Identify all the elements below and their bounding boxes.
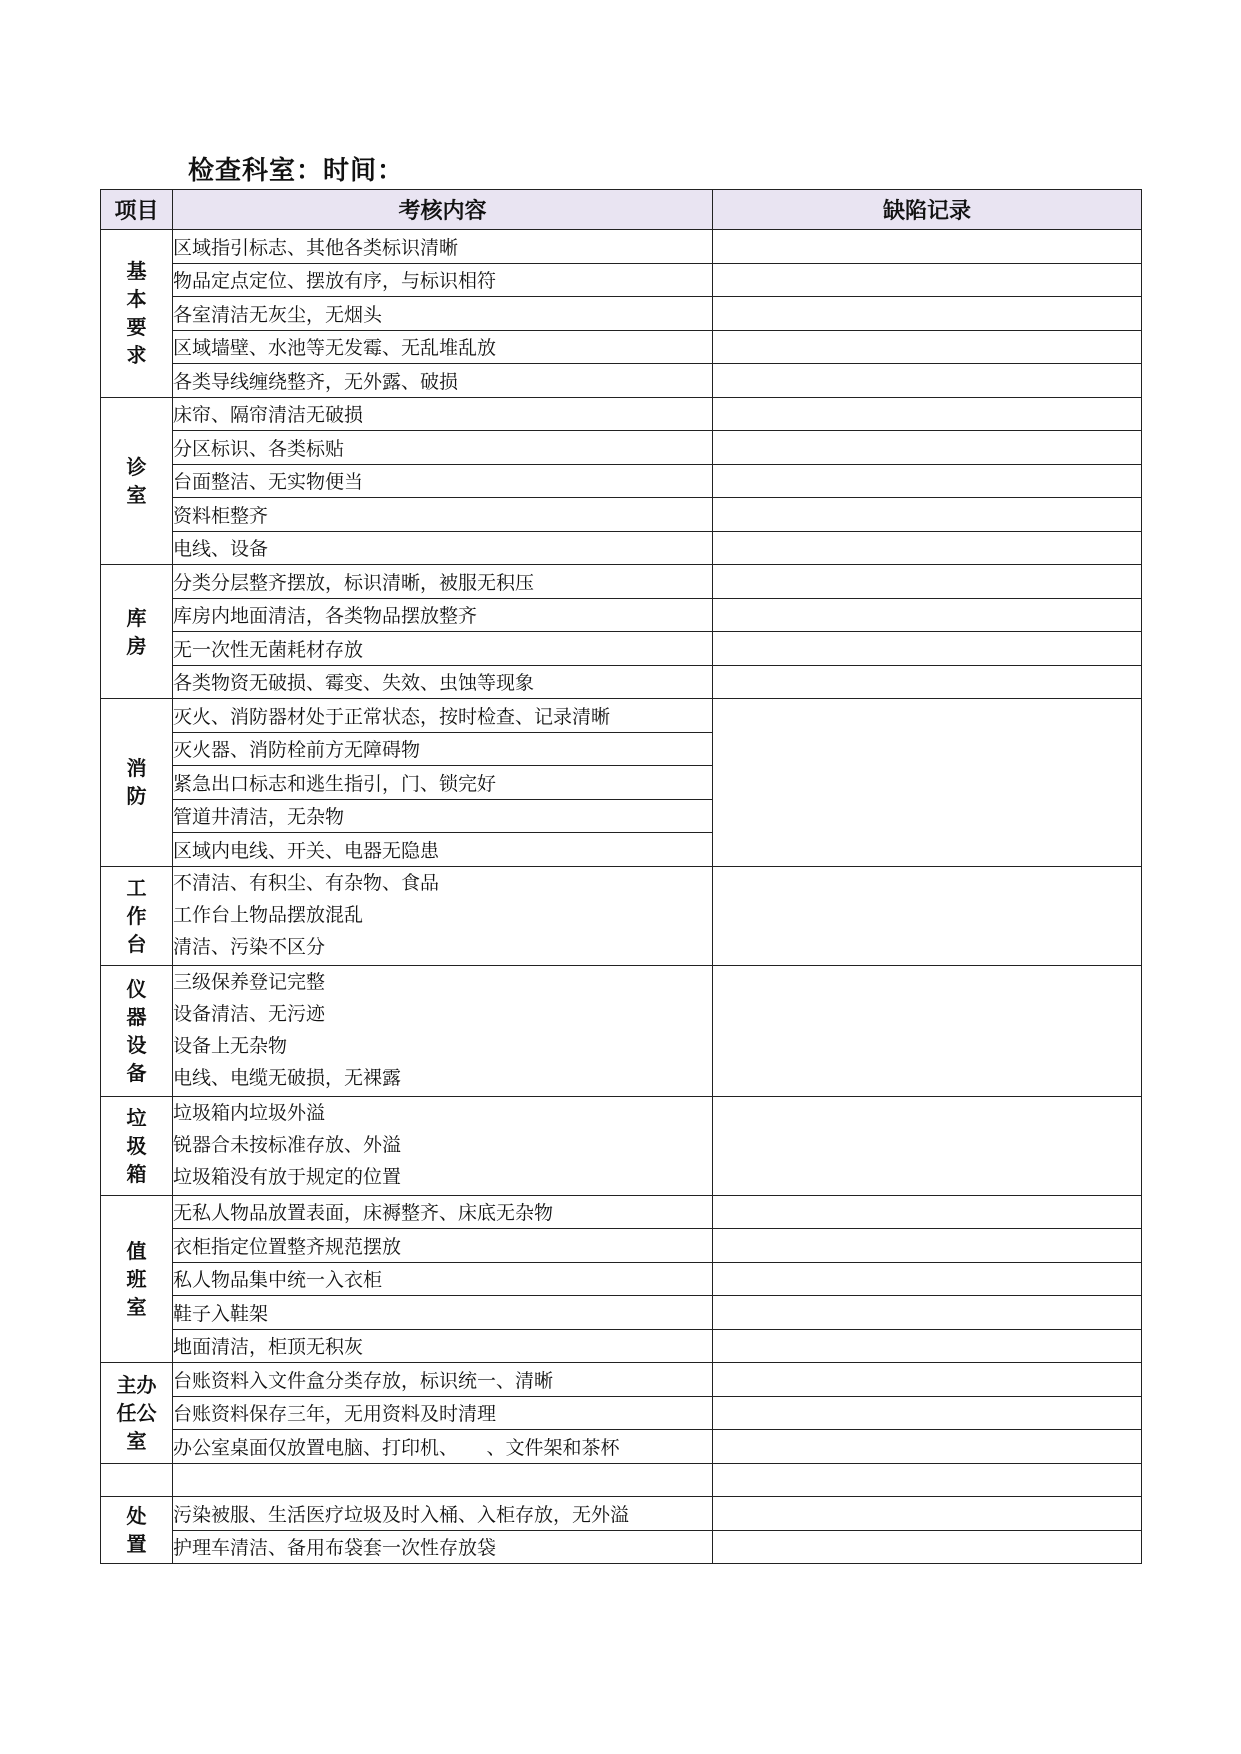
check-item: 区域内电线、开关、电器无隐患 bbox=[173, 833, 713, 867]
table-row bbox=[101, 1195, 1142, 1229]
record-cell[interactable] bbox=[713, 498, 1142, 532]
check-item: 办公室桌面仅放置电脑、打印机、 、文件架和茶杯 bbox=[173, 1430, 713, 1464]
table-row bbox=[101, 297, 1142, 331]
check-item: 衣柜指定位置整齐规范摆放 bbox=[173, 1229, 713, 1263]
check-item: 清洁、污染不区分 bbox=[173, 935, 326, 958]
table-row bbox=[101, 230, 1142, 264]
check-item: 台账资料入文件盒分类存放，标识统一、清晰 bbox=[173, 1363, 713, 1397]
record-cell[interactable] bbox=[713, 1497, 1142, 1531]
record-cell[interactable] bbox=[713, 1363, 1142, 1397]
record-cell[interactable] bbox=[713, 1329, 1142, 1363]
check-item: 分区标识、各类标贴 bbox=[173, 431, 713, 465]
table-row bbox=[101, 1296, 1142, 1330]
category-bins: 垃 圾 箱 bbox=[101, 1096, 173, 1195]
record-cell[interactable] bbox=[713, 263, 1142, 297]
header-record: 缺陷记录 bbox=[713, 190, 1142, 230]
empty-cell bbox=[173, 1463, 713, 1497]
check-item: 工作台上物品摆放混乱 bbox=[173, 903, 364, 926]
table-row bbox=[101, 598, 1142, 632]
table-row bbox=[101, 531, 1142, 565]
check-item: 设备清洁、无污迹 bbox=[173, 1002, 326, 1025]
check-item: 台账资料保存三年，无用资料及时清理 bbox=[173, 1396, 713, 1430]
check-item: 区域墙壁、水池等无发霉、无乱堆乱放 bbox=[173, 330, 713, 364]
table-row bbox=[101, 1497, 1142, 1531]
header-row bbox=[101, 190, 1142, 230]
check-item: 库房内地面清洁，各类物品摆放整齐 bbox=[173, 598, 713, 632]
check-item: 物品定点定位、摆放有序，与标识相符 bbox=[173, 263, 713, 297]
check-item: 台面整洁、无实物便当 bbox=[173, 464, 713, 498]
check-item: 地面清洁，柜顶无积灰 bbox=[173, 1329, 713, 1363]
record-cell[interactable] bbox=[713, 665, 1142, 699]
record-cell[interactable] bbox=[713, 1396, 1142, 1430]
table-row bbox=[101, 1530, 1142, 1564]
category-director-office: 主办 任公 室 bbox=[101, 1363, 173, 1464]
empty-cell bbox=[101, 1463, 173, 1497]
table-row bbox=[101, 1396, 1142, 1430]
check-item: 灭火、消防器材处于正常状态，按时检查、记录清晰 bbox=[173, 699, 713, 733]
check-item: 污染被服、生活医疗垃圾及时入桶、入柜存放，无外溢 bbox=[173, 1497, 713, 1531]
check-items-block bbox=[173, 1096, 713, 1195]
record-cell[interactable] bbox=[713, 866, 1142, 965]
table-row bbox=[101, 866, 1142, 965]
table-row bbox=[101, 1329, 1142, 1363]
table-row bbox=[101, 565, 1142, 599]
header-content: 考核内容 bbox=[173, 190, 713, 230]
record-cell[interactable] bbox=[713, 531, 1142, 565]
record-cell[interactable] bbox=[713, 632, 1142, 666]
record-cell[interactable] bbox=[713, 464, 1142, 498]
record-cell[interactable] bbox=[713, 699, 1142, 867]
record-cell[interactable] bbox=[713, 397, 1142, 431]
table-row bbox=[101, 263, 1142, 297]
table-row bbox=[101, 665, 1142, 699]
category-clinic: 诊 室 bbox=[101, 397, 173, 565]
record-cell[interactable] bbox=[713, 965, 1142, 1096]
record-cell[interactable] bbox=[713, 1296, 1142, 1330]
record-cell[interactable] bbox=[713, 364, 1142, 398]
record-cell[interactable] bbox=[713, 1530, 1142, 1564]
table-row bbox=[101, 397, 1142, 431]
check-items-block bbox=[173, 965, 713, 1096]
record-cell[interactable] bbox=[713, 230, 1142, 264]
check-item: 资料柜整齐 bbox=[173, 498, 713, 532]
check-item: 管道井清洁，无杂物 bbox=[173, 799, 713, 833]
check-item: 三级保养登记完整 bbox=[173, 970, 326, 993]
check-item: 灭火器、消防栓前方无障碍物 bbox=[173, 732, 713, 766]
check-items-block bbox=[173, 866, 713, 965]
check-item: 区域指引标志、其他各类标识清晰 bbox=[173, 230, 713, 264]
record-cell[interactable] bbox=[713, 1463, 1142, 1497]
record-cell[interactable] bbox=[713, 431, 1142, 465]
table-row bbox=[101, 1229, 1142, 1263]
check-item: 垃圾箱没有放于规定的位置 bbox=[173, 1165, 402, 1188]
table-row bbox=[101, 464, 1142, 498]
table-row bbox=[101, 699, 1142, 733]
category-workbench: 工 作 台 bbox=[101, 866, 173, 965]
category-disposal: 处 置 bbox=[101, 1497, 173, 1564]
table-row bbox=[101, 431, 1142, 465]
table-row bbox=[101, 1096, 1142, 1195]
table-row bbox=[101, 1430, 1142, 1464]
record-cell[interactable] bbox=[713, 565, 1142, 599]
table-row bbox=[101, 632, 1142, 666]
table-row bbox=[101, 498, 1142, 532]
check-item: 设备上无杂物 bbox=[173, 1034, 288, 1057]
document-title: 检查科室：时间： bbox=[188, 156, 405, 186]
category-instruments: 仪 器 设 备 bbox=[101, 965, 173, 1096]
check-item: 无一次性无菌耗材存放 bbox=[173, 632, 713, 666]
category-fire: 消 防 bbox=[101, 699, 173, 867]
check-item: 分类分层整齐摆放，标识清晰，被服无积压 bbox=[173, 565, 713, 599]
record-cell[interactable] bbox=[713, 1229, 1142, 1263]
check-item: 各类物资无破损、霉变、失效、虫蚀等现象 bbox=[173, 665, 713, 699]
table-row bbox=[101, 1363, 1142, 1397]
header-category: 项目 bbox=[101, 190, 173, 230]
check-item: 锐器合未按标准存放、外溢 bbox=[173, 1133, 402, 1156]
check-item: 无私人物品放置表面，床褥整齐、床底无杂物 bbox=[173, 1195, 713, 1229]
check-item: 不清洁、有积尘、有杂物、食品 bbox=[173, 871, 440, 894]
inspection-table bbox=[100, 189, 1142, 1564]
record-cell[interactable] bbox=[713, 297, 1142, 331]
table-row-empty bbox=[101, 1463, 1142, 1497]
record-cell[interactable] bbox=[713, 1430, 1142, 1464]
category-basic: 基 本 要 求 bbox=[101, 230, 173, 398]
category-duty-room: 值 班 室 bbox=[101, 1195, 173, 1363]
record-cell[interactable] bbox=[713, 598, 1142, 632]
record-cell[interactable] bbox=[713, 330, 1142, 364]
check-item: 垃圾箱内垃圾外溢 bbox=[173, 1101, 326, 1124]
check-item: 床帘、隔帘清洁无破损 bbox=[173, 397, 713, 431]
record-cell[interactable] bbox=[713, 1195, 1142, 1229]
check-item: 鞋子入鞋架 bbox=[173, 1296, 713, 1330]
check-item: 电线、设备 bbox=[173, 531, 713, 565]
table-row bbox=[101, 330, 1142, 364]
check-item: 紧急出口标志和逃生指引，门、锁完好 bbox=[173, 766, 713, 800]
check-item: 护理车清洁、备用布袋套一次性存放袋 bbox=[173, 1530, 713, 1564]
check-item: 私人物品集中统一入衣柜 bbox=[173, 1262, 713, 1296]
record-cell[interactable] bbox=[713, 1096, 1142, 1195]
check-item: 各类导线缠绕整齐，无外露、破损 bbox=[173, 364, 713, 398]
category-storage: 库 房 bbox=[101, 565, 173, 699]
record-cell[interactable] bbox=[713, 1262, 1142, 1296]
check-item: 各室清洁无灰尘，无烟头 bbox=[173, 297, 713, 331]
table-row bbox=[101, 965, 1142, 1096]
check-item: 电线、电缆无破损，无裸露 bbox=[173, 1066, 402, 1089]
table-row bbox=[101, 364, 1142, 398]
table-row bbox=[101, 1262, 1142, 1296]
